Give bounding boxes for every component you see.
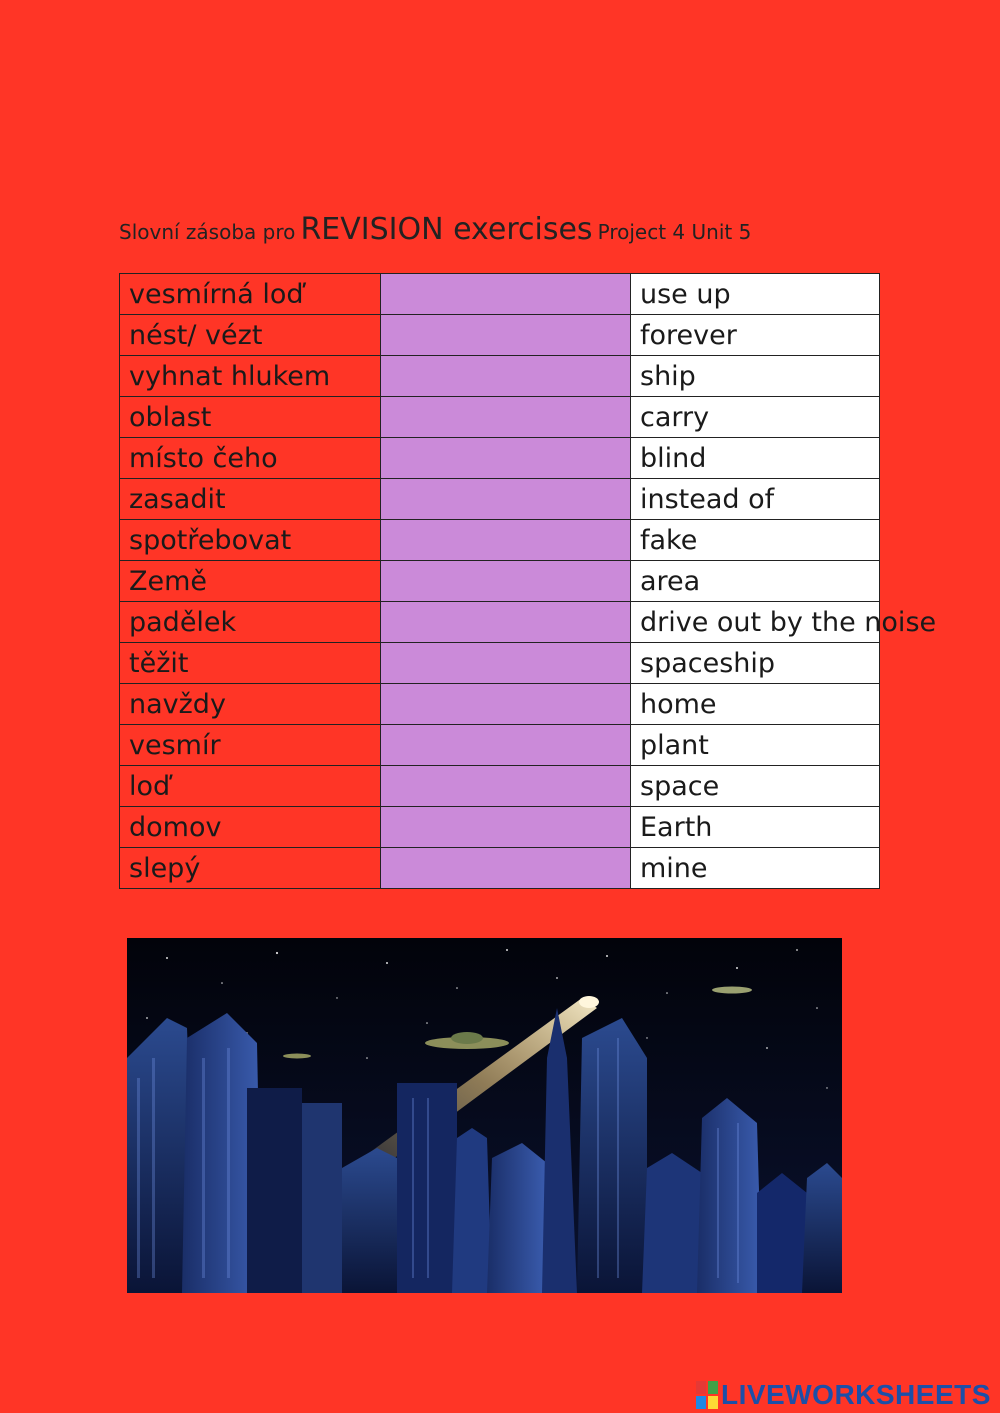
answer-cell[interactable] [381, 438, 631, 479]
table-row [120, 766, 880, 807]
english-word: plant [631, 725, 880, 766]
czech-word: místo čeho [120, 438, 381, 479]
answer-cell[interactable] [381, 766, 631, 807]
answer-cell[interactable] [381, 479, 631, 520]
answer-cell[interactable] [381, 315, 631, 356]
czech-word: vesmírná loď [120, 274, 381, 315]
brand-name: LIVEWORKSHEETS [721, 1379, 991, 1410]
english-word: forever [631, 315, 880, 356]
table-row [120, 643, 880, 684]
answer-input[interactable] [390, 766, 621, 806]
heading-title: REVISION exercises [300, 212, 593, 247]
english-word: instead of [631, 479, 880, 520]
answer-cell[interactable] [381, 602, 631, 643]
heading-suffix: Project 4 Unit 5 [597, 220, 752, 244]
czech-word: oblast [120, 397, 381, 438]
english-word: fake [631, 520, 880, 561]
table-row [120, 602, 880, 643]
answer-cell[interactable] [381, 725, 631, 766]
table-row [120, 725, 880, 766]
answer-input[interactable] [390, 807, 621, 847]
answer-cell[interactable] [381, 356, 631, 397]
czech-word: nést/ vézt [120, 315, 381, 356]
table-row [120, 520, 880, 561]
english-word: Earth [631, 807, 880, 848]
answer-cell[interactable] [381, 397, 631, 438]
english-word: drive out by the noise [631, 602, 880, 643]
space-city-illustration [127, 938, 842, 1293]
english-word: use up [631, 274, 880, 315]
english-word: carry [631, 397, 880, 438]
english-word: home [631, 684, 880, 725]
answer-cell[interactable] [381, 848, 631, 889]
heading-prefix: Slovní zásoba pro [119, 220, 296, 244]
answer-input[interactable] [390, 274, 621, 314]
answer-input[interactable] [390, 315, 621, 355]
answer-input[interactable] [390, 397, 621, 437]
english-word: mine [631, 848, 880, 889]
table-row [120, 397, 880, 438]
answer-cell[interactable] [381, 520, 631, 561]
answer-input[interactable] [390, 848, 621, 888]
czech-word: padělek [120, 602, 381, 643]
english-word: spaceship [631, 643, 880, 684]
answer-input[interactable] [390, 602, 621, 642]
czech-word: Země [120, 561, 381, 602]
czech-word: slepý [120, 848, 381, 889]
czech-word: vesmír [120, 725, 381, 766]
answer-input[interactable] [390, 725, 621, 765]
answer-input[interactable] [390, 438, 621, 478]
english-word: ship [631, 356, 880, 397]
answer-cell[interactable] [381, 643, 631, 684]
english-word: space [631, 766, 880, 807]
table-row [120, 684, 880, 725]
liveworksheets-logo [696, 1378, 991, 1412]
english-word: area [631, 561, 880, 602]
table-row [120, 848, 880, 889]
czech-word: navždy [120, 684, 381, 725]
table-row [120, 479, 880, 520]
czech-word: spotřebovat [120, 520, 381, 561]
liveworksheets-logo-icon [696, 1381, 718, 1409]
worksheet-heading [119, 212, 751, 247]
vocabulary-table [119, 273, 937, 889]
table-row [120, 274, 880, 315]
answer-input[interactable] [390, 561, 621, 601]
answer-input[interactable] [390, 643, 621, 683]
czech-word: loď [120, 766, 381, 807]
answer-input[interactable] [390, 684, 621, 724]
answer-cell[interactable] [381, 807, 631, 848]
czech-word: vyhnat hlukem [120, 356, 381, 397]
english-word: blind [631, 438, 880, 479]
answer-cell[interactable] [381, 561, 631, 602]
table-row [120, 315, 880, 356]
table-row [120, 438, 880, 479]
answer-cell[interactable] [381, 274, 631, 315]
table-row [120, 356, 880, 397]
table-row [120, 807, 880, 848]
answer-input[interactable] [390, 520, 621, 560]
czech-word: těžit [120, 643, 381, 684]
answer-input[interactable] [390, 479, 621, 519]
czech-word: zasadit [120, 479, 381, 520]
answer-cell[interactable] [381, 684, 631, 725]
czech-word: domov [120, 807, 381, 848]
answer-input[interactable] [390, 356, 621, 396]
table-row [120, 561, 880, 602]
